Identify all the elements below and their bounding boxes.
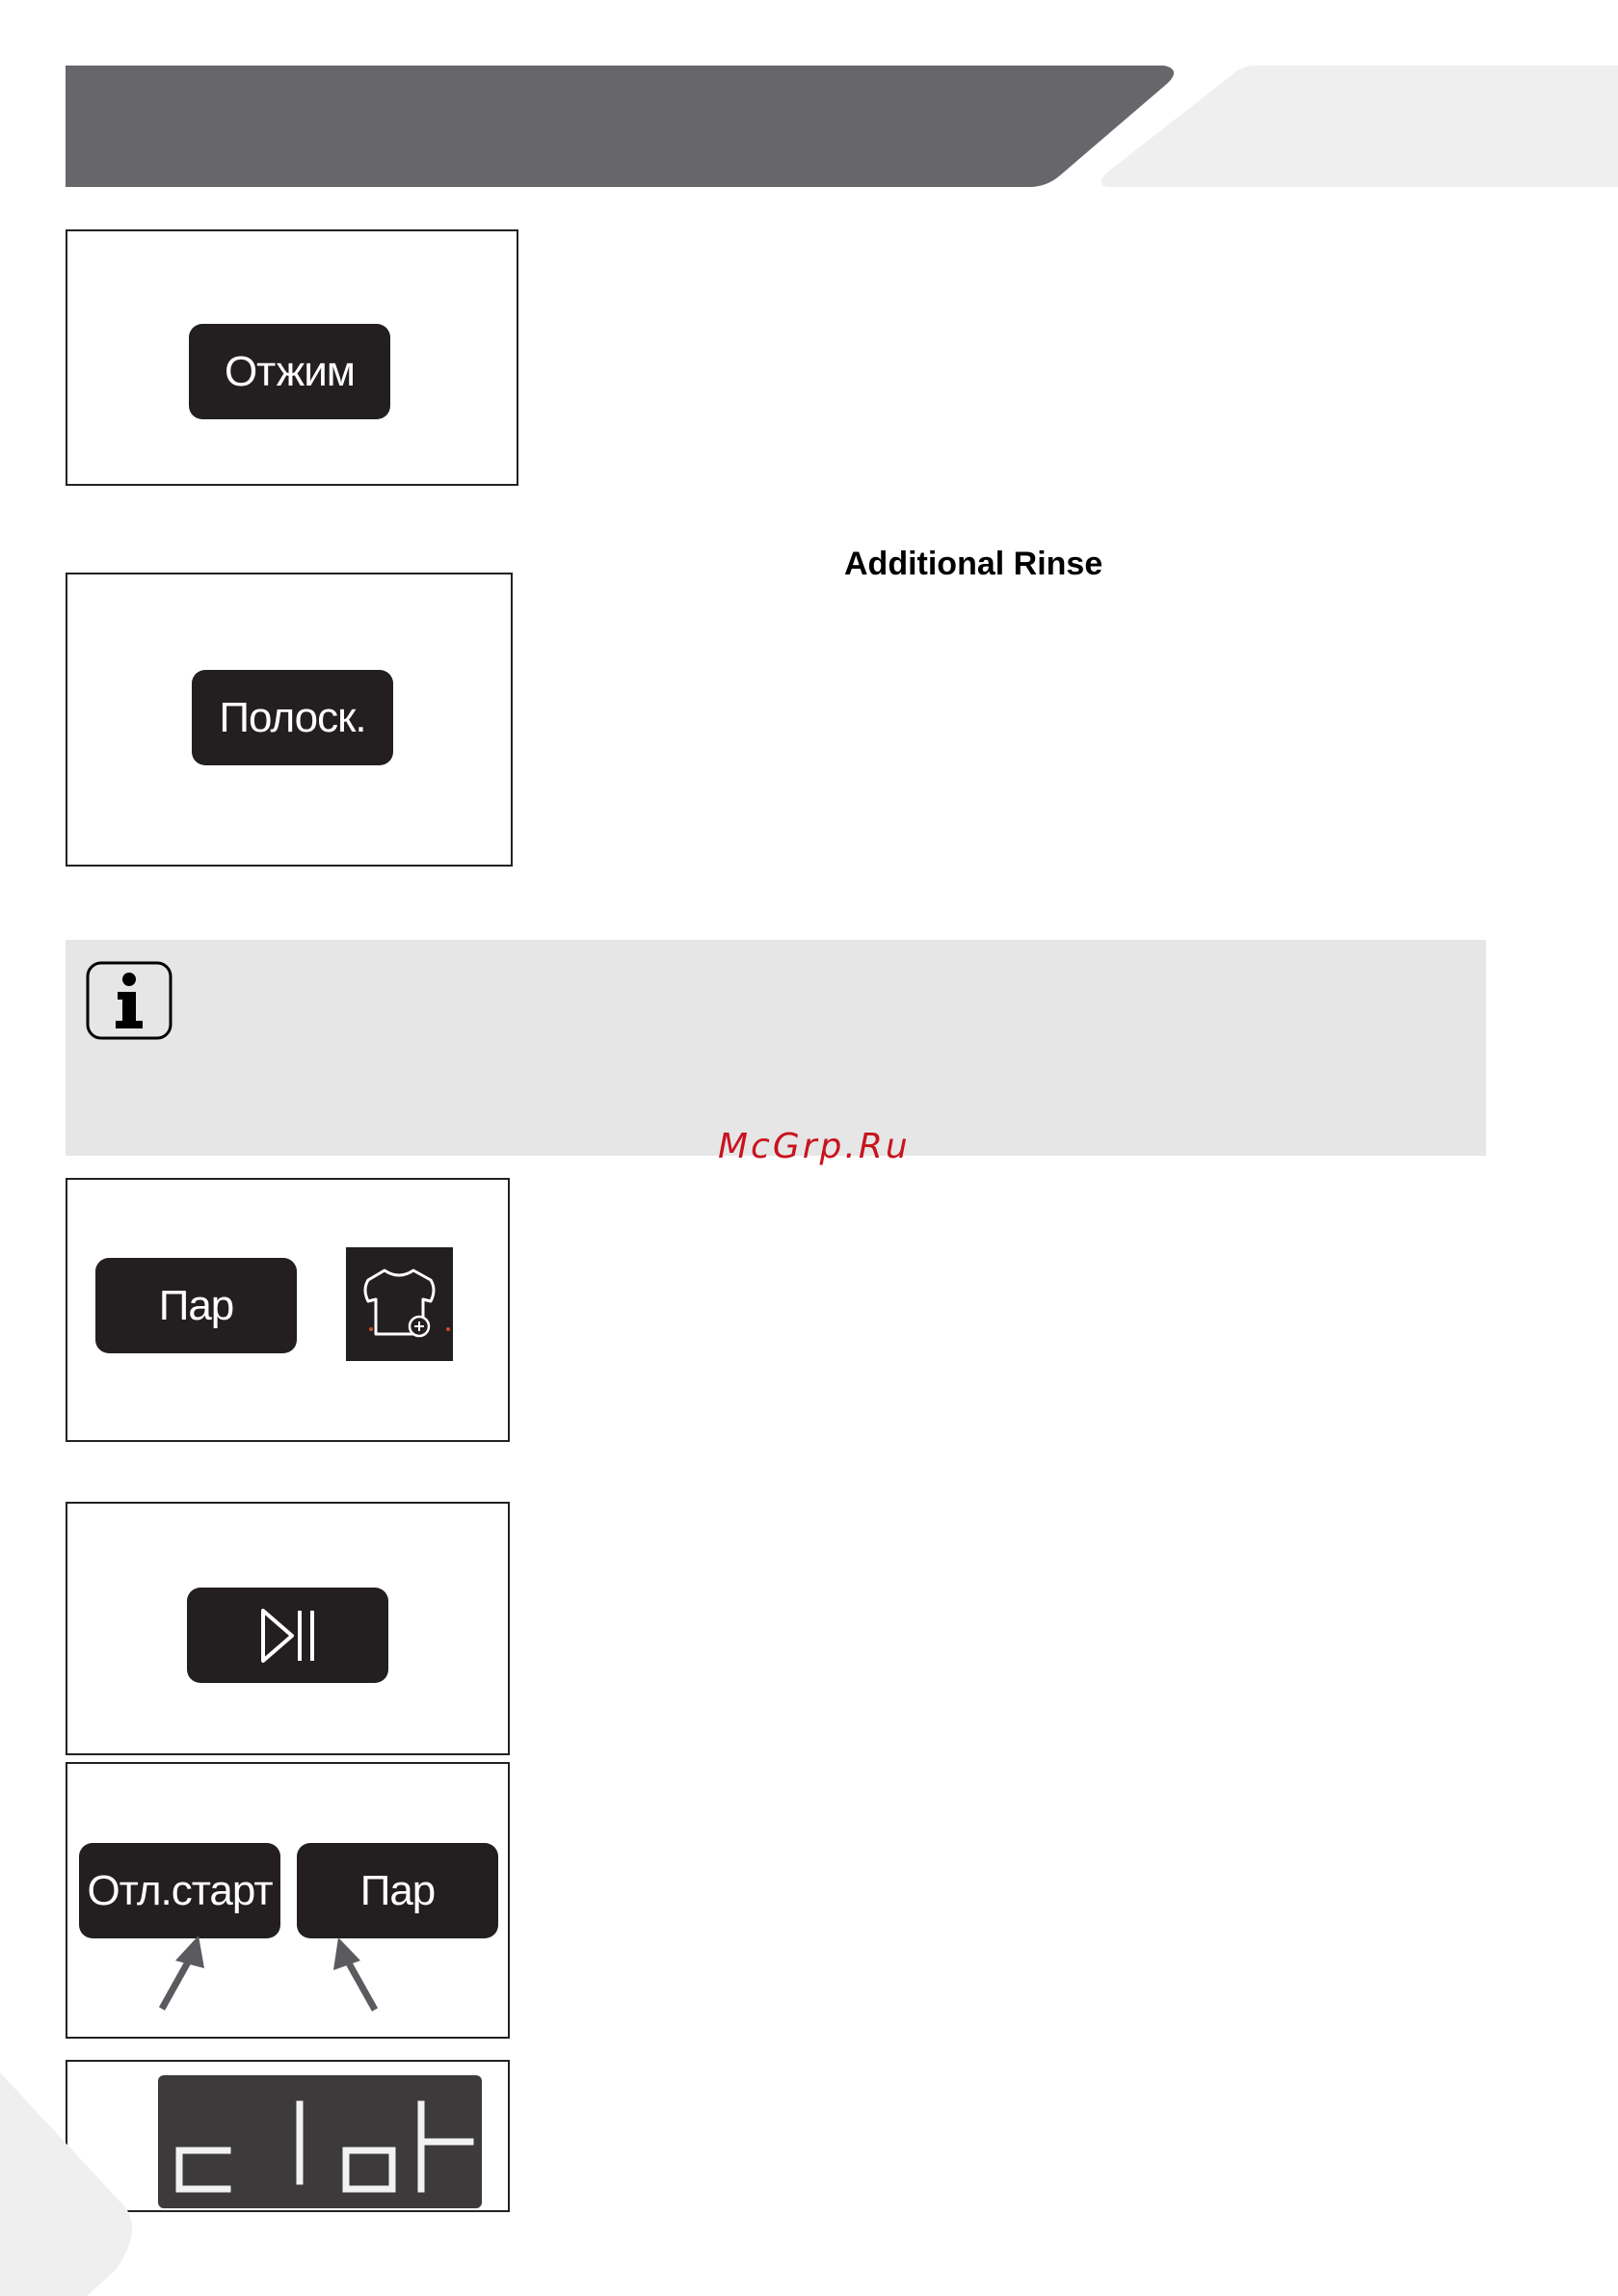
play-pause-icon	[257, 1608, 319, 1664]
spin-button[interactable]	[189, 324, 390, 419]
spin-frame	[66, 229, 518, 486]
info-icon	[86, 961, 172, 1040]
rinse-button-label: Полоск.	[219, 693, 366, 741]
child-lock-frame	[66, 1762, 510, 2039]
additional-rinse-title: Additional Rinse	[844, 546, 1103, 582]
steam-button-label: Пар	[158, 1281, 234, 1329]
steam-button[interactable]	[95, 1258, 297, 1353]
rinse-button[interactable]	[192, 670, 393, 765]
display-segments	[158, 2075, 482, 2208]
steam-shirt-icon	[346, 1247, 453, 1361]
seven-segment-display	[158, 2075, 482, 2208]
rinse-frame	[66, 573, 513, 867]
spin-button-label: Отжим	[224, 347, 356, 395]
arrow-icon	[67, 1764, 512, 2041]
header-band	[0, 0, 1618, 202]
watermark: McGrp.Ru	[718, 1127, 911, 1166]
corner-decoration	[0, 2072, 145, 2296]
start-pause-button[interactable]	[187, 1588, 388, 1683]
steam-frame	[66, 1178, 510, 1442]
start-pause-frame	[66, 1502, 510, 1755]
info-box	[66, 940, 1486, 1156]
delay-start-button-label: Отл.старт	[87, 1866, 273, 1914]
steam-button-secondary-label: Пар	[359, 1866, 436, 1914]
